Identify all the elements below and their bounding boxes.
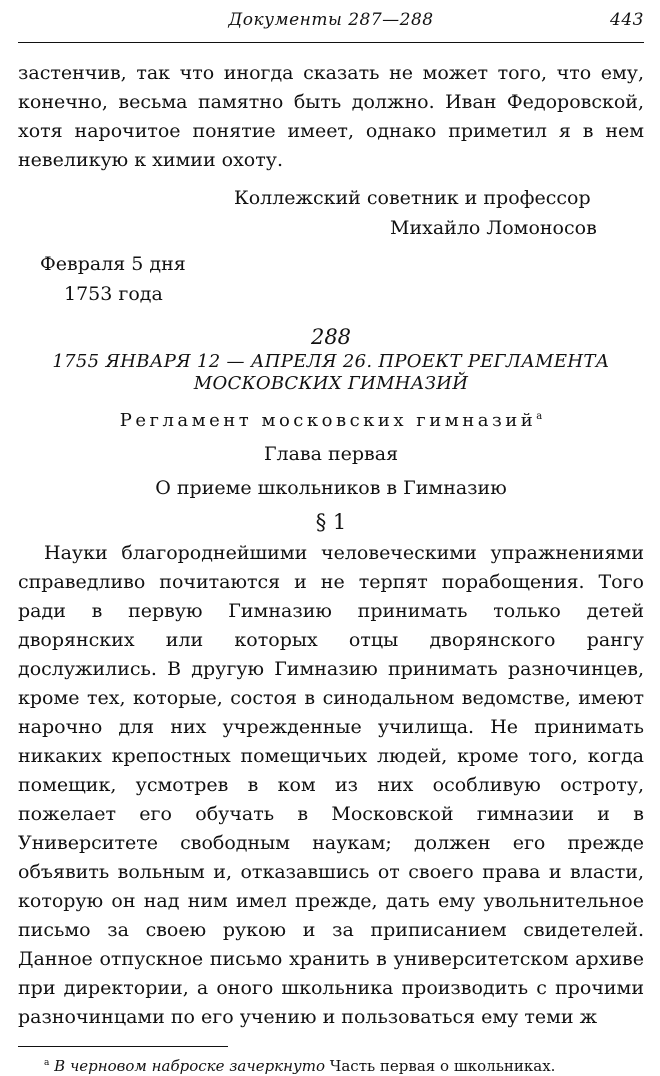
chapter-title: Глава первая: [263, 443, 399, 465]
running-header: [18, 10, 644, 38]
footnote-italic-text: В черновом наброске зачеркнуто: [54, 1057, 325, 1075]
chapter-subtitle: О приеме школьников в Гимназию: [155, 477, 507, 499]
footnote-rule: [18, 1046, 228, 1047]
page: [18, 10, 644, 1076]
footnote-marker: а: [44, 1058, 50, 1068]
footnote: [18, 1053, 644, 1076]
signature-title: Коллежский советник и профессор: [234, 187, 591, 209]
page-number: 443: [610, 10, 644, 30]
date-day: Февраля 5 дня: [40, 253, 186, 275]
document-number: 288: [310, 325, 352, 349]
document-heading: 1755 ЯНВАРЯ 12 — АПРЕЛЯ 26. ПРОЕКТ РЕГЛАМЕНТА МОСКОВСКИХ ГИМНАЗИЙ: [52, 351, 610, 394]
signature-name: Михайло Ломоносов: [390, 217, 597, 239]
continuation-paragraph: застенчив, так что иногда сказать не может того, что ему, конечно, весьма памятно быть должно. Иван Федоровской, хотя нарочитое понятие имеет, однако приметил я в нем невеликую к химии охоту.: [18, 62, 644, 171]
date-block: [18, 249, 644, 309]
footnote-reference: а: [536, 411, 543, 422]
regulation-paragraph: Науки благороднейшими человеческими упражнениями справедливо почитаются и не терпят порабощения. Того ради в первую Гимназию принимать только детей дворянских или которых отцы дворянского рангу дослужились. В другую Гимназию принимать разночинцев, кроме тех, которые, состоя в синодальном ведомстве, имеют нарочно для них учрежденные училища. Не принимать никаких крепостных помещичьих людей, кроме того, когда помещик, усмотрев в ком из них особливую остроту, пожелает его обучать в Московской гимназии и в Университете свободным наукам; должен его прежде объявить вольным и, отказавшись от своего права и власти, которую он над ним имел прежде, дать ему увольнительное письмо за своею рукою и за приписанием свидетелей. Данное отпускное письмо хранить в университетском архиве при директории, а оного школьника производить с прочими разночинцами по его учению и пользоваться ему теми ж: [18, 542, 644, 1028]
date-year: 1753 года: [64, 283, 163, 305]
footnote-text: Часть первая о школьниках.: [329, 1057, 556, 1075]
running-header-title: Документы 287—288: [228, 10, 434, 30]
regulation-title: [18, 403, 644, 435]
regulation-title-text: Регламент московских гимназий: [119, 410, 537, 431]
section-mark: § 1: [315, 510, 347, 534]
signature-block: [18, 183, 644, 243]
header-rule: [18, 42, 644, 43]
